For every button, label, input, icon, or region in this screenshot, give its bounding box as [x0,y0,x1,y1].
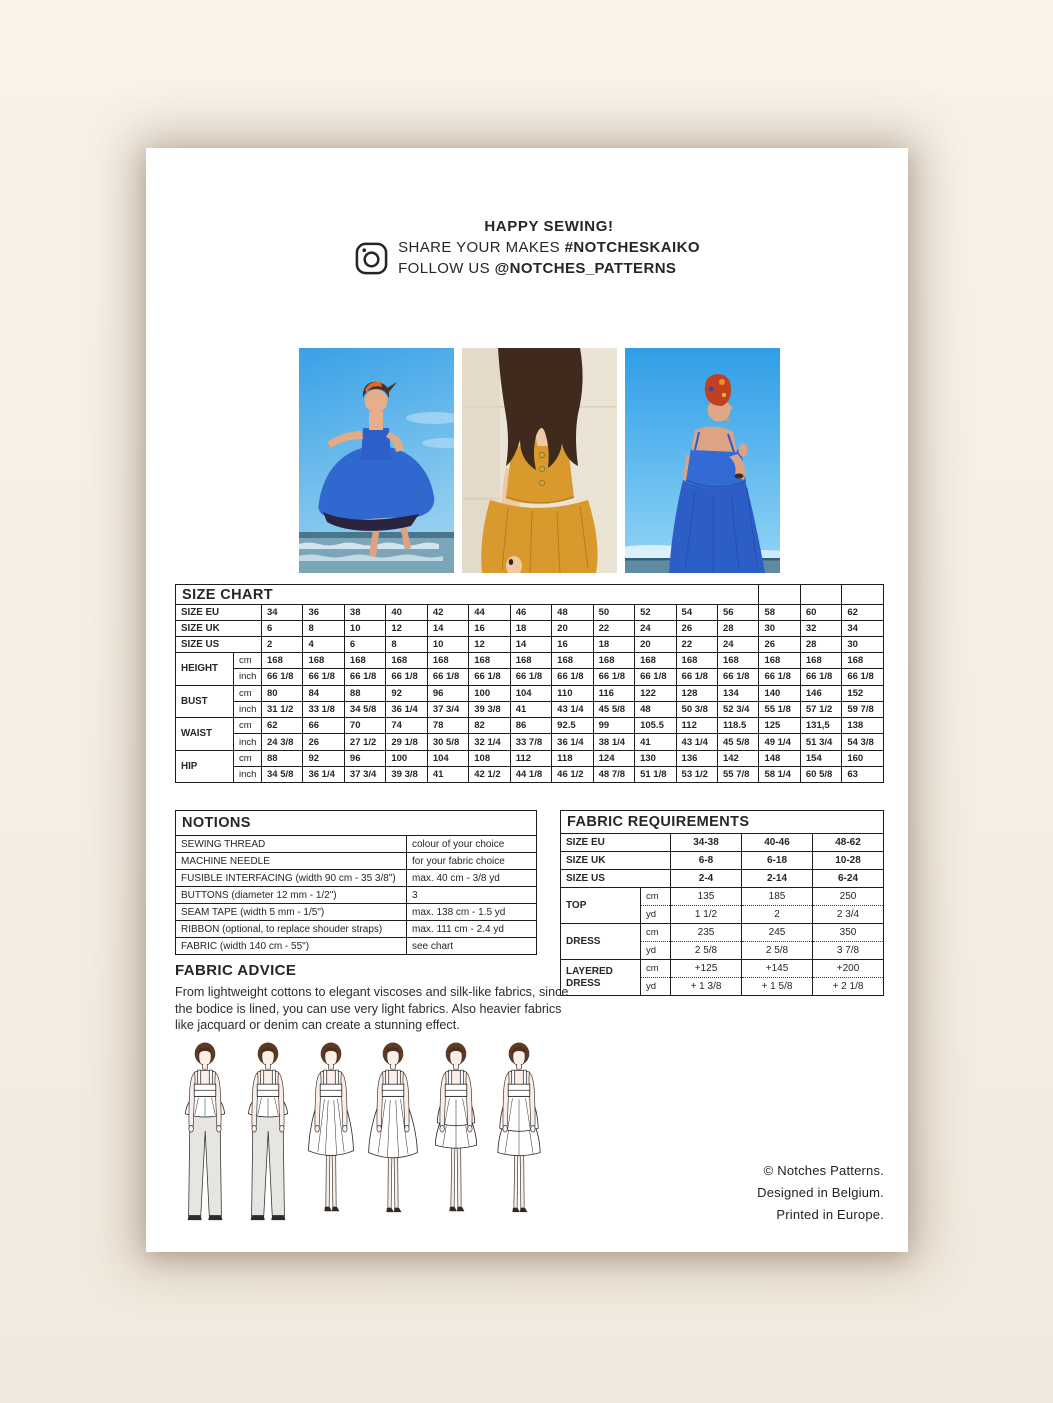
unit-label: yd [641,942,671,960]
fabric-amount-cm: +200 [813,960,884,978]
fabric-amount-yd: 2 3/4 [813,906,884,924]
hashtag: #NOTCHESKAIKO [564,239,700,256]
measurement-value-cell: 63 [842,767,884,783]
measurement-value-cell: 39 3/8 [386,767,427,783]
imprint-designed: Designed in Belgium. [757,1185,884,1200]
measurement-value-cell: 105.5 [635,718,676,734]
measurement-value-cell: 66 1/8 [262,669,303,685]
measurement-value-cell: 96 [427,685,468,701]
measurement-value-cell: 122 [635,685,676,701]
size-value-cell: 18 [593,637,634,653]
notion-value: see chart [407,938,537,955]
size-value-cell: 62 [842,605,884,621]
imprint-copyright: © Notches Patterns. [763,1163,884,1178]
measurement-value-cell: 45 5/8 [717,734,758,750]
measurement-value-cell: 33 1/8 [303,701,344,717]
measurement-value-cell: 66 1/8 [510,669,551,685]
photo-strip [299,348,780,573]
measurement-value-cell: 104 [510,685,551,701]
fabric-size-label: SIZE US [561,870,671,888]
notion-item: FABRIC (width 140 cm - 55") [176,938,407,955]
measurement-value-cell: 27 1/2 [344,734,385,750]
measurement-value-cell: 84 [303,685,344,701]
unit-label: cm [641,888,671,906]
measurement-value-cell: 66 1/8 [552,669,593,685]
imprint-printed: Printed in Europe. [776,1207,884,1222]
measurement-value-cell: 66 1/8 [842,669,884,685]
measurement-value-cell: 108 [469,750,510,766]
measurement-value-cell: 31 1/2 [262,701,303,717]
notion-value: colour of your choice [407,836,537,853]
measurement-value-cell: 168 [262,653,303,669]
measurement-value-cell: 128 [676,685,717,701]
fabric-amount-yd: + 2 1/8 [813,978,884,996]
size-chart-table [175,584,884,783]
fabric-size-value: 6-24 [813,870,884,888]
measurement-value-cell: 125 [759,718,800,734]
imprint [757,1160,884,1226]
notion-value: 3 [407,887,537,904]
notion-item: RIBBON (optional, to replace shouder straps) [176,921,407,938]
unit-label: inch [234,734,262,750]
follow-prefix: FOLLOW US [398,260,495,277]
croquis-figure-dress-full [363,1036,423,1228]
measurement-value-cell: 88 [262,750,303,766]
size-value-cell: 50 [593,605,634,621]
unit-label: inch [234,669,262,685]
measurement-value-cell: 48 [635,701,676,717]
measurement-value-cell: 51 3/4 [800,734,841,750]
unit-label: cm [641,924,671,942]
unit-label: yd [641,906,671,924]
measurement-value-cell: 42 1/2 [469,767,510,783]
measurement-value-cell: 54 3/8 [842,734,884,750]
size-value-cell: 8 [386,637,427,653]
measurement-value-cell: 104 [427,750,468,766]
measurement-value-cell: 46 1/2 [552,767,593,783]
size-row-label: SIZE EU [176,605,262,621]
garment-label: TOP [561,888,641,924]
notion-value: max. 111 cm - 2.4 yd [407,921,537,938]
measurement-value-cell: 80 [262,685,303,701]
notion-item: SEWING THREAD [176,836,407,853]
size-value-cell: 36 [303,605,344,621]
measurement-value-cell: 88 [344,685,385,701]
fabric-requirements-table [560,810,884,996]
measurement-value-cell: 66 1/8 [303,669,344,685]
style-variant-illustrations [175,1036,549,1228]
measurement-value-cell: 82 [469,718,510,734]
size-value-cell: 60 [800,605,841,621]
fabric-size-value: 2-4 [671,870,742,888]
measurement-value-cell: 148 [759,750,800,766]
unit-label: yd [641,978,671,996]
measurement-value-cell: 29 1/8 [386,734,427,750]
fabric-requirements-title: FABRIC REQUIREMENTS [561,811,884,834]
measurement-value-cell: 78 [427,718,468,734]
measurement-value-cell: 99 [593,718,634,734]
measurement-value-cell: 50 3/8 [676,701,717,717]
social-header [146,216,908,279]
measurement-value-cell: 44 1/8 [510,767,551,783]
measurement-value-cell: 140 [759,685,800,701]
measurement-value-cell: 26 [303,734,344,750]
size-value-cell: 2 [262,637,303,653]
social-header-inner [354,216,700,279]
fabric-amount-cm: 245 [742,924,813,942]
measurement-value-cell: 152 [842,685,884,701]
size-row-label: SIZE UK [176,621,262,637]
measurement-value-cell: 100 [469,685,510,701]
unit-label: inch [234,767,262,783]
measurement-value-cell: 37 3/4 [344,767,385,783]
size-value-cell: 26 [759,637,800,653]
fabric-size-value: 34-38 [671,834,742,852]
fabric-advice-section [175,962,571,1034]
follow-line [398,258,700,279]
fabric-size-value: 40-46 [742,834,813,852]
size-value-cell: 40 [386,605,427,621]
measurement-value-cell: 168 [552,653,593,669]
measurement-value-cell: 160 [842,750,884,766]
fabric-size-label: SIZE EU [561,834,671,852]
measurement-value-cell: 48 7/8 [593,767,634,783]
measurement-value-cell: 110 [552,685,593,701]
fabric-amount-yd: + 1 5/8 [742,978,813,996]
fabric-amount-cm: 135 [671,888,742,906]
measurement-value-cell: 168 [386,653,427,669]
size-value-cell: 14 [510,637,551,653]
size-row-label: SIZE US [176,637,262,653]
fabric-amount-cm: 350 [813,924,884,942]
measurement-value-cell: 168 [469,653,510,669]
size-value-cell: 56 [717,605,758,621]
instagram-handle: @NOTCHES_PATTERNS [494,260,677,277]
measurement-value-cell: 34 5/8 [262,767,303,783]
photo-mustard-dress-back [462,348,617,573]
size-value-cell: 22 [593,621,634,637]
size-value-cell: 4 [303,637,344,653]
measurement-value-cell: 49 1/4 [759,734,800,750]
measurement-value-cell: 41 [635,734,676,750]
fabric-amount-cm: +125 [671,960,742,978]
size-value-cell: 26 [676,621,717,637]
measurement-value-cell: 138 [842,718,884,734]
happy-sewing-title: HAPPY SEWING! [484,218,614,235]
size-value-cell: 48 [552,605,593,621]
garment-label: DRESS [561,924,641,960]
notions-table [175,810,537,955]
size-value-cell: 10 [344,621,385,637]
measurement-value-cell: 52 3/4 [717,701,758,717]
measurement-value-cell: 168 [676,653,717,669]
measurement-value-cell: 70 [344,718,385,734]
measurement-value-cell: 168 [759,653,800,669]
fabric-amount-yd: 1 1/2 [671,906,742,924]
measurement-label: HIP [176,750,234,783]
measurement-label: BUST [176,685,234,718]
size-value-cell: 10 [427,637,468,653]
measurement-value-cell: 36 1/4 [303,767,344,783]
measurement-value-cell: 96 [344,750,385,766]
measurement-value-cell: 66 1/8 [386,669,427,685]
measurement-label: HEIGHT [176,653,234,686]
measurement-value-cell: 168 [800,653,841,669]
measurement-value-cell: 154 [800,750,841,766]
measurement-value-cell: 142 [717,750,758,766]
measurement-value-cell: 66 1/8 [635,669,676,685]
measurement-value-cell: 66 1/8 [759,669,800,685]
photo-blue-dress-headscarf [625,348,780,573]
size-chart-empty-cell [759,585,800,605]
measurement-value-cell: 55 1/8 [759,701,800,717]
measurement-value-cell: 92.5 [552,718,593,734]
measurement-value-cell: 24 3/8 [262,734,303,750]
size-value-cell: 8 [303,621,344,637]
fabric-size-label: SIZE UK [561,852,671,870]
measurement-value-cell: 74 [386,718,427,734]
size-value-cell: 38 [344,605,385,621]
measurement-value-cell: 66 1/8 [676,669,717,685]
notion-value: for your fabric choice [407,853,537,870]
measurement-value-cell: 57 1/2 [800,701,841,717]
size-value-cell: 6 [262,621,303,637]
photo-blue-dress-beach [299,348,454,573]
size-value-cell: 52 [635,605,676,621]
unit-label: cm [234,685,262,701]
croquis-figure-layered-dress-short [426,1036,486,1228]
size-value-cell: 18 [510,621,551,637]
measurement-value-cell: 36 1/4 [552,734,593,750]
social-header-lines [398,216,700,279]
fabric-amount-cm: 250 [813,888,884,906]
unit-label: cm [234,718,262,734]
measurement-value-cell: 66 1/8 [800,669,841,685]
croquis-figure-peplum-pants-1 [175,1036,235,1228]
pattern-instruction-sheet [146,148,908,1252]
size-value-cell: 16 [469,621,510,637]
size-value-cell: 32 [800,621,841,637]
garment-label: LAYERED DRESS [561,960,641,996]
fabric-size-value: 6-18 [742,852,813,870]
measurement-value-cell: 53 1/2 [676,767,717,783]
measurement-value-cell: 131,5 [800,718,841,734]
size-value-cell: 58 [759,605,800,621]
measurement-value-cell: 36 1/4 [386,701,427,717]
measurement-value-cell: 168 [593,653,634,669]
measurement-value-cell: 41 [427,767,468,783]
measurement-value-cell: 37 3/4 [427,701,468,717]
unit-label: inch [234,701,262,717]
fabric-amount-yd: 2 [742,906,813,924]
notions-title: NOTIONS [176,811,537,836]
unit-label: cm [234,653,262,669]
size-value-cell: 28 [800,637,841,653]
measurement-value-cell: 168 [303,653,344,669]
size-chart-empty-cell [800,585,841,605]
fabric-size-value: 48-62 [813,834,884,852]
fabric-advice-title: FABRIC ADVICE [175,962,297,979]
measurement-value-cell: 134 [717,685,758,701]
fabric-amount-yd: 2 5/8 [671,942,742,960]
size-value-cell: 6 [344,637,385,653]
fabric-amount-cm: 235 [671,924,742,942]
measurement-value-cell: 66 1/8 [593,669,634,685]
measurement-value-cell: 116 [593,685,634,701]
size-value-cell: 34 [842,621,884,637]
notion-item: MACHINE NEEDLE [176,853,407,870]
size-value-cell: 28 [717,621,758,637]
size-value-cell: 12 [469,637,510,653]
measurement-value-cell: 168 [635,653,676,669]
measurement-value-cell: 66 1/8 [469,669,510,685]
measurement-value-cell: 92 [303,750,344,766]
measurement-value-cell: 62 [262,718,303,734]
size-value-cell: 24 [635,621,676,637]
notion-item: SEAM TAPE (width 5 mm - 1/5") [176,904,407,921]
measurement-value-cell: 34 5/8 [344,701,385,717]
fabric-amount-yd: 2 5/8 [742,942,813,960]
measurement-value-cell: 168 [427,653,468,669]
share-line [398,237,700,258]
measurement-value-cell: 58 1/4 [759,767,800,783]
notion-value: max. 138 cm - 1.5 yd [407,904,537,921]
measurement-value-cell: 55 7/8 [717,767,758,783]
measurement-value-cell: 59 7/8 [842,701,884,717]
size-value-cell: 34 [262,605,303,621]
fabric-amount-yd: 3 7/8 [813,942,884,960]
measurement-value-cell: 45 5/8 [593,701,634,717]
measurement-value-cell: 60 5/8 [800,767,841,783]
notion-item: FUSIBLE INTERFACING (width 90 cm - 35 3/8") [176,870,407,887]
measurement-value-cell: 168 [510,653,551,669]
measurement-value-cell: 30 5/8 [427,734,468,750]
measurement-value-cell: 38 1/4 [593,734,634,750]
size-value-cell: 12 [386,621,427,637]
measurement-value-cell: 168 [717,653,758,669]
unit-label: cm [234,750,262,766]
size-value-cell: 30 [759,621,800,637]
measurement-value-cell: 92 [386,685,427,701]
measurement-value-cell: 66 [303,718,344,734]
size-value-cell: 24 [717,637,758,653]
measurement-value-cell: 32 1/4 [469,734,510,750]
measurement-value-cell: 168 [842,653,884,669]
fabric-size-value: 6-8 [671,852,742,870]
fabric-amount-yd: + 1 3/8 [671,978,742,996]
fabric-amount-cm: 185 [742,888,813,906]
fabric-amount-cm: +145 [742,960,813,978]
size-value-cell: 14 [427,621,468,637]
measurement-value-cell: 100 [386,750,427,766]
measurement-value-cell: 146 [800,685,841,701]
measurement-label: WAIST [176,718,234,751]
fabric-size-value: 10-28 [813,852,884,870]
size-value-cell: 30 [842,637,884,653]
measurement-value-cell: 136 [676,750,717,766]
croquis-figure-layered-dress-long [489,1036,549,1228]
instagram-icon [354,241,389,276]
measurement-value-cell: 124 [593,750,634,766]
measurement-value-cell: 112 [510,750,551,766]
size-value-cell: 54 [676,605,717,621]
measurement-value-cell: 33 7/8 [510,734,551,750]
measurement-value-cell: 168 [344,653,385,669]
measurement-value-cell: 66 1/8 [344,669,385,685]
measurement-value-cell: 66 1/8 [427,669,468,685]
measurement-value-cell: 118 [552,750,593,766]
measurement-value-cell: 118.5 [717,718,758,734]
measurement-value-cell: 41 [510,701,551,717]
share-prefix: SHARE YOUR MAKES [398,239,565,256]
size-value-cell: 20 [552,621,593,637]
size-value-cell: 22 [676,637,717,653]
size-value-cell: 42 [427,605,468,621]
croquis-figure-dress [301,1036,361,1228]
measurement-value-cell: 66 1/8 [717,669,758,685]
fabric-size-value: 2-14 [742,870,813,888]
measurement-value-cell: 130 [635,750,676,766]
size-chart-empty-cell [842,585,884,605]
size-value-cell: 20 [635,637,676,653]
measurement-value-cell: 39 3/8 [469,701,510,717]
notion-item: BUTTONS (diameter 12 mm - 1/2") [176,887,407,904]
size-chart-title: SIZE CHART [176,585,759,605]
size-value-cell: 16 [552,637,593,653]
measurement-value-cell: 43 1/4 [676,734,717,750]
croquis-figure-peplum-pants-2 [238,1036,298,1228]
measurement-value-cell: 86 [510,718,551,734]
measurement-value-cell: 51 1/8 [635,767,676,783]
measurement-value-cell: 112 [676,718,717,734]
size-value-cell: 46 [510,605,551,621]
size-value-cell: 44 [469,605,510,621]
notion-value: max. 40 cm - 3/8 yd [407,870,537,887]
measurement-value-cell: 43 1/4 [552,701,593,717]
unit-label: cm [641,960,671,978]
fabric-advice-text: From lightweight cottons to elegant viscoses and silk-like fabrics, since the bodice is lined, you can use very light fabrics. Also heavier fabrics like jacquard or denim can create a stunning effect. [175,985,569,1033]
